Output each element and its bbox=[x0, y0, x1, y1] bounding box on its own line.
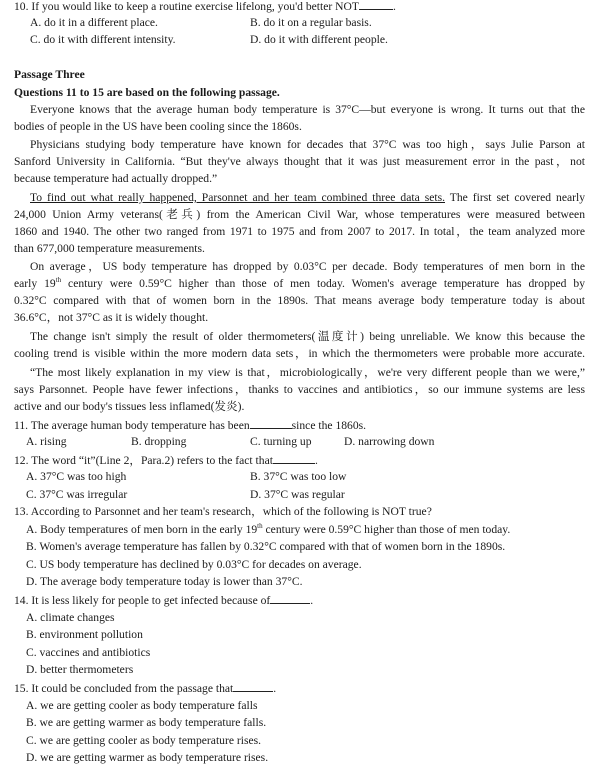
q10-option-b: B. do it on a regular basis. bbox=[250, 16, 372, 29]
q10-stem bbox=[14, 0, 585, 15]
q10-stem-text: 10. If you would like to keep a routine exercise lifelong, you'd better NOT bbox=[14, 0, 359, 13]
passage-p4-line3: 0.32°C compared with that of women born in the 1890s. That means average body temperature today is about bbox=[14, 294, 585, 307]
answer-blank bbox=[250, 416, 292, 429]
q12-option-b: B. 37°C was too low bbox=[250, 470, 347, 483]
q13-option-a-post: century were 0.59°C higher than those of men today. bbox=[262, 523, 511, 536]
q14-stem-end: . bbox=[310, 594, 314, 607]
passage-instructions: Questions 11 to 15 are based on the following passage. bbox=[14, 86, 280, 99]
passage-p4-line2-a: early 19 bbox=[14, 277, 56, 290]
q12-option-a: A. 37°C was too high bbox=[26, 470, 127, 483]
q15-option-a: A. we are getting cooler as body temperature falls bbox=[26, 699, 258, 712]
q12-option-c: C. 37°C was irregular bbox=[26, 488, 128, 501]
answer-blank bbox=[233, 679, 273, 692]
q10-option-a: A. do it in a different place. bbox=[30, 16, 158, 29]
q15-stem-text: 15. It could be concluded from the passage that bbox=[14, 682, 234, 695]
passage-p4-line2-b: century were 0.59°C higher than those of men today. Women's average temperature has dropped by bbox=[61, 277, 585, 290]
q11-option-c: C. turning up bbox=[250, 435, 312, 448]
passage-p3-line2: 24,000 Union Army veterans(老兵) from the American Civil War, whose temperatures were measured between bbox=[14, 208, 585, 221]
passage-p3-line1-rest: The first set covered nearly bbox=[445, 191, 585, 204]
q11-option-b: B. dropping bbox=[131, 435, 187, 448]
q12-stem-text: 12. The word “it”(Line 2，Para.2) refers to the fact that bbox=[14, 454, 273, 467]
q10-stem-end: . bbox=[392, 0, 396, 13]
passage-p4-line2 bbox=[14, 275, 585, 292]
q14-option-a: A. climate changes bbox=[26, 611, 115, 624]
q13-option-a-pre: A. Body temperatures of men born in the early 19 bbox=[26, 523, 258, 536]
q13-option-a bbox=[26, 521, 510, 538]
q12-option-d: D. 37°C was regular bbox=[250, 488, 345, 501]
passage-p6-line1: “The most likely explanation in my view is that，microbiologically，we're very different people than we were,” bbox=[30, 366, 585, 379]
superscript-th: th bbox=[55, 276, 62, 285]
q14-stem bbox=[14, 591, 585, 609]
q13-stem: 13. According to Parsonnet and her team's research，which of the following is NOT true? bbox=[14, 505, 432, 518]
q11-option-d: D. narrowing down bbox=[344, 435, 435, 448]
passage-p6-line3: active and our body's tissues less inflamed(发炎). bbox=[14, 400, 245, 413]
q14-option-d: D. better thermometers bbox=[26, 663, 134, 676]
q11-stem-end: since the 1860s. bbox=[291, 419, 367, 432]
passage-p3-line3: 1860 and 1940. The other two ranged from 1971 to 1975 and from 2007 to 2017. In total，the team analyzed more bbox=[14, 225, 585, 238]
q11-stem bbox=[14, 416, 585, 434]
passage-p3-line1 bbox=[30, 189, 585, 206]
passage-p5-line1: The change isn't simply the result of older thermometers(温度计) being unreliable. We know this because the bbox=[30, 330, 585, 343]
q13-option-d: D. The average body temperature today is lower than 37°C. bbox=[26, 575, 303, 588]
q15-option-c: C. we are getting cooler as body temperature rises. bbox=[26, 734, 262, 747]
q15-option-b: B. we are getting warmer as body temperature falls. bbox=[26, 716, 267, 729]
q13-option-c: C. US body temperature has declined by 0.03°C for decades on average. bbox=[26, 558, 362, 571]
passage-p4-line4: 36.6°C，not 37°C as it is widely thought. bbox=[14, 311, 209, 324]
passage-p4-line1: On average，US body temperature has dropped by 0.03°C per decade. Body temperatures of men born in the bbox=[30, 260, 585, 273]
q14-stem-text: 14. It is less likely for people to get infected because of bbox=[14, 594, 271, 607]
answer-blank bbox=[359, 0, 393, 10]
q11-stem-text: 11. The average human body temperature has been bbox=[14, 419, 250, 432]
q13-option-b: B. Women's average temperature has fallen by 0.32°C compared with that of women born in the 1890s. bbox=[26, 540, 506, 553]
passage-p1-line2: bodies of people in the US have been cooling since the 1860s. bbox=[14, 120, 302, 133]
q12-stem-end: . bbox=[314, 454, 318, 467]
answer-blank bbox=[270, 591, 310, 604]
q14-option-c: C. vaccines and antibiotics bbox=[26, 646, 151, 659]
q15-stem bbox=[14, 679, 585, 697]
passage-heading: Passage Three bbox=[14, 68, 85, 81]
passage-p6-line2: says Parsonnet. People have fewer infections，thanks to vaccines and antibiotics，so our immune systems are less bbox=[14, 383, 585, 396]
q15-option-d: D. we are getting warmer as body temperature rises. bbox=[26, 751, 269, 764]
passage-p1-line1: Everyone knows that the average human body temperature is 37°C—but everyone is wrong. It turns out that the bbox=[30, 103, 585, 116]
passage-p2-line1: Physicians studying body temperature have known for decades that 37°C was too high，says Julie Parson at bbox=[30, 138, 585, 151]
answer-blank bbox=[273, 451, 315, 464]
q10-option-c: C. do it with different intensity. bbox=[30, 33, 176, 46]
passage-p2-line3: because temperature had actually dropped.” bbox=[14, 172, 218, 185]
q12-stem bbox=[14, 451, 585, 469]
passage-p3-line4: than 677,000 temperature measurements. bbox=[14, 242, 205, 255]
passage-p5-line2: cooling trend is visible within the more modern data sets，in which the thermometers were probable more accurate. bbox=[14, 347, 585, 360]
q10-option-d: D. do it with different people. bbox=[250, 33, 388, 46]
q11-option-a: A. rising bbox=[26, 435, 67, 448]
superscript-th: th bbox=[257, 522, 263, 531]
passage-p2-line2: Sanford University in California. “But they've always thought that it was just measurement error in the past，not bbox=[14, 155, 585, 168]
q15-stem-end: . bbox=[273, 682, 277, 695]
underlined-sentence: To find out what really happened, Parsonnet and her team combined three data sets. bbox=[30, 191, 445, 204]
q14-option-b: B. environment pollution bbox=[26, 628, 143, 641]
